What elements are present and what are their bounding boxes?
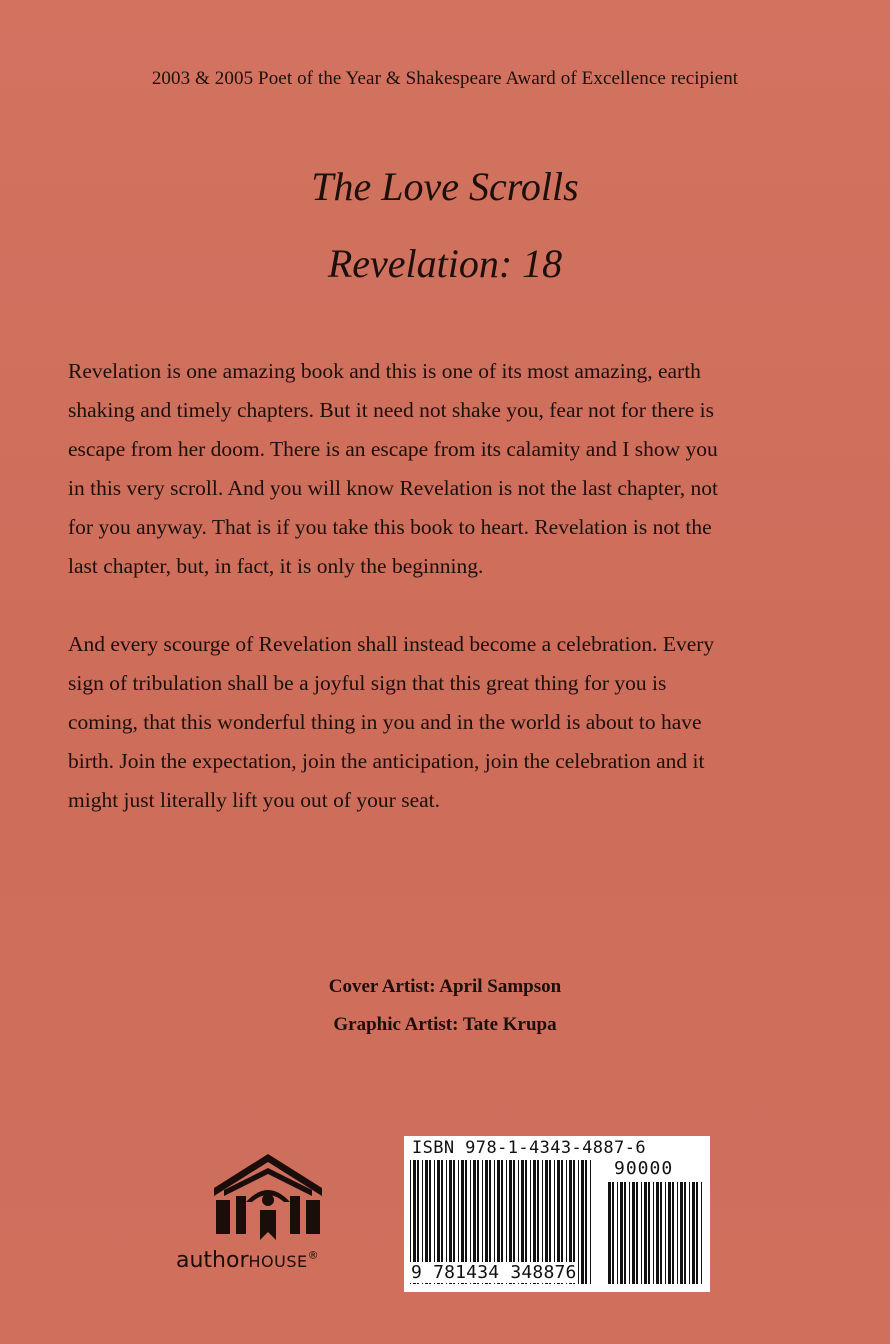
barcode-bar (656, 1182, 659, 1284)
paragraph-line: coming, that this wonderful thing in you and in the world is about to have (68, 710, 702, 734)
authorhouse-logo-icon (208, 1150, 328, 1242)
award-line: 2003 & 2005 Poet of the Year & Shakespeare Award of Excellence recipient (151, 68, 739, 89)
publisher-logo (170, 1150, 370, 1290)
registered-mark: ® (307, 1248, 319, 1262)
barcode-bar (689, 1182, 690, 1284)
paragraph-line: escape from her doom. There is an escape from its calamity and I show you (68, 437, 718, 461)
barcode-bar (677, 1182, 678, 1284)
paragraph-line: shaking and timely chapters. But it need not shake you, fear not for there is (68, 398, 715, 422)
barcode-bar (617, 1182, 618, 1284)
description-paragraph-2 (68, 625, 828, 820)
paragraph-line: might just literally lift you out of your seat. (68, 788, 441, 812)
graphic-artist-credit: Graphic Artist: Tate Krupa (333, 1014, 557, 1035)
price-code: 90000 (614, 1158, 674, 1179)
barcode-bar (620, 1182, 623, 1284)
paragraph-line: birth. Join the expectation, join the anticipation, join the celebration and it (68, 749, 705, 773)
cover-artist-credit: Cover Artist: April Sampson (328, 976, 562, 997)
barcode-bar (672, 1182, 674, 1284)
barcode-bar (629, 1182, 630, 1284)
barcode-bar (585, 1160, 587, 1284)
book-subtitle: Revelation: 18 (327, 241, 563, 286)
barcode-bar (696, 1182, 698, 1284)
barcode-bar (581, 1160, 584, 1284)
barcode-bar (624, 1182, 626, 1284)
paragraph-line: And every scourge of Revelation shall instead become a celebration. Every (68, 632, 715, 656)
description-paragraph-1 (68, 352, 828, 586)
barcode-bar (641, 1182, 642, 1284)
barcode-bar (692, 1182, 695, 1284)
barcode-bar (668, 1182, 671, 1284)
publisher-name-part1: author (176, 1248, 249, 1273)
barcode-bar (612, 1182, 614, 1284)
barcode-bar (684, 1182, 686, 1284)
publisher-wordmark (176, 1248, 376, 1273)
barcode-bar (648, 1182, 650, 1284)
paragraph-line: Revelation is one amazing book and this is one of its most amazing, earth (68, 359, 701, 383)
barcode-bar (644, 1182, 647, 1284)
paragraph-line: sign of tribulation shall be a joyful sign that this great thing for you is (68, 671, 667, 695)
paragraph-line: last chapter, but, in fact, it is only the beginning. (68, 554, 484, 578)
book-title: The Love Scrolls (311, 164, 579, 209)
barcode-bar (660, 1182, 662, 1284)
barcode-bar (680, 1182, 683, 1284)
barcode-bar (608, 1182, 611, 1284)
barcode-digits: 9 781434 348876 (411, 1262, 577, 1283)
barcode-bar (701, 1182, 702, 1284)
barcode-bar (578, 1160, 579, 1284)
publisher-name-part2: HOUSE (248, 1252, 308, 1271)
barcode-bar (636, 1182, 638, 1284)
isbn-barcode (404, 1136, 710, 1292)
barcode-bar (632, 1182, 635, 1284)
barcode-bar (653, 1182, 654, 1284)
barcode-bar (665, 1182, 666, 1284)
paragraph-line: for you anyway. That is if you take this book to heart. Revelation is not the (68, 515, 712, 539)
isbn-text: ISBN 978-1-4343-4887-6 (412, 1138, 646, 1158)
barcode-bar (590, 1160, 591, 1284)
paragraph-line: in this very scroll. And you will know Revelation is not the last chapter, not (68, 476, 719, 500)
